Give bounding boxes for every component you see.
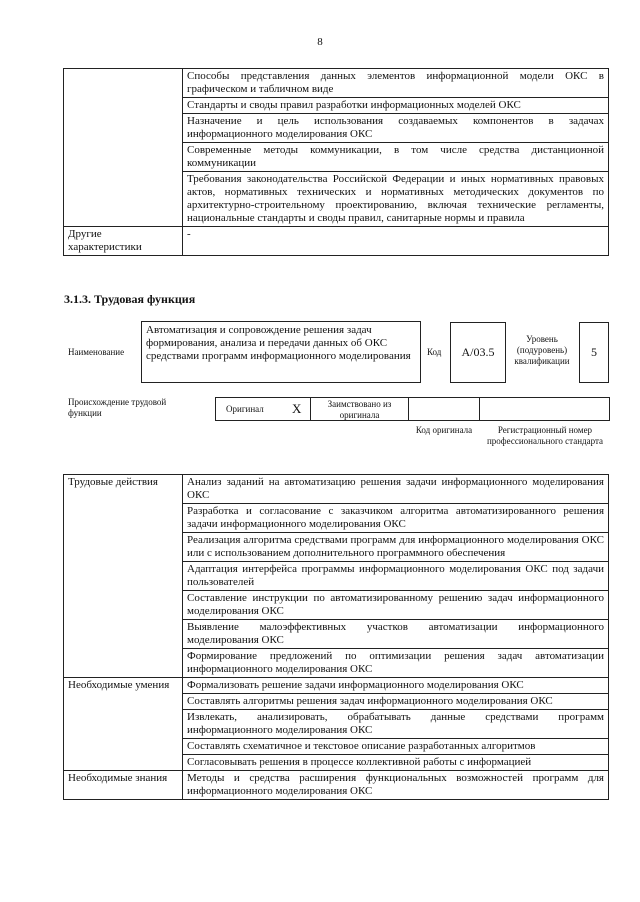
table-cell: Формирование предложений по оптимизации решения задач автоматизации информационного моделирования ОКС: [183, 649, 609, 678]
function-code-box: А/03.5: [450, 322, 506, 383]
table-cell: Стандарты и своды правил разработки информационных моделей ОКС: [183, 98, 609, 114]
table-cell: Адаптация интерфейса программы информационного моделирования ОКС под задачи пользователей: [183, 562, 609, 591]
table-row: [64, 69, 609, 98]
table-row: [64, 771, 609, 800]
code-original-box: [408, 397, 480, 421]
table-cell: Составлять схематичное и текстовое описание разработанных алгоритмов: [183, 739, 609, 755]
other-characteristics-label: Другие характеристики: [64, 227, 183, 256]
original-mark: X: [292, 401, 302, 416]
table-cell: Анализ заданий на автоматизацию решения задачи информационного моделирования ОКС: [183, 475, 609, 504]
labor-actions-label: Трудовые действия: [64, 475, 183, 678]
reg-number-caption: Регистрационный номер профессионального стандарта: [486, 425, 604, 446]
table-cell-label: [64, 69, 183, 227]
original-box: [215, 397, 311, 421]
original-label: Оригинал: [226, 404, 264, 414]
function-details-table: [63, 474, 609, 800]
table-cell: Составление инструкции по автоматизированному решению задач информационного моделирования ОКС: [183, 591, 609, 620]
table-cell: Составлять алгоритмы решения задач информационного моделирования ОКС: [183, 694, 609, 710]
required-skills-label: Необходимые умения: [64, 678, 183, 771]
level-value-box: 5: [579, 322, 609, 383]
table-cell: Назначение и цель использования создаваемых компонентов в задачах информационного моделирования ОКС: [183, 114, 609, 143]
table-cell: Выявление малоэффективных участков автоматизации информационного моделирования ОКС: [183, 620, 609, 649]
knowledge-continuation-table: [63, 68, 609, 256]
origin-label: Происхождение трудовой функции: [68, 397, 167, 418]
table-cell: Способы представления данных элементов информационной модели ОКС в графическом и табличном виде: [183, 69, 609, 98]
table-row: [64, 227, 609, 256]
name-label: Наименование: [68, 347, 125, 357]
borrowed-box: Заимствовано из оригинала: [310, 397, 409, 421]
table-cell: Разработка и согласование с заказчиком алгоритма автоматизированного решения задачи информационного моделирования ОКС: [183, 504, 609, 533]
page-number: 8: [317, 36, 323, 48]
table-cell: Современные методы коммуникации, в том числе средства дистанционной коммуникации: [183, 143, 609, 172]
code-original-caption: Код оригинала: [415, 425, 473, 435]
code-label: Код: [427, 347, 442, 357]
function-name-box: Автоматизация и сопровождение решения задач формирования, анализа и передачи данных об ОКС средствами программ информационного моделирования: [141, 321, 421, 383]
section-title: 3.1.3. Трудовая функция: [64, 292, 196, 306]
other-characteristics-value: -: [183, 227, 609, 256]
reg-number-box: [479, 397, 610, 421]
level-label: Уровень (подуровень) квалификации: [514, 334, 570, 366]
table-cell: Формализовать решение задачи информационного моделирования ОКС: [183, 678, 609, 694]
table-cell: Согласовывать решения в процессе коллективной работы с информацией: [183, 755, 609, 771]
table-row: [64, 475, 609, 504]
table-cell: Реализация алгоритма средствами программ для информационного моделирования ОКС или с использованием дополнительного программного обеспечения: [183, 533, 609, 562]
table-cell: Методы и средства расширения функциональных возможностей программ для информационного моделирования ОКС: [183, 771, 609, 800]
table-cell: Требования законодательства Российской Федерации и иных нормативных правовых актов, нормативных технических и нормативных методических документов по архитектурно-строительному проектированию, включая технические регламенты, национальные стандарты и своды правил, санитарные нормы и правила: [183, 172, 609, 227]
table-row: [64, 678, 609, 694]
table-cell: Извлекать, анализировать, обрабатывать данные средствами программ информационного моделирования ОКС: [183, 710, 609, 739]
required-knowledge-label: Необходимые знания: [64, 771, 183, 800]
